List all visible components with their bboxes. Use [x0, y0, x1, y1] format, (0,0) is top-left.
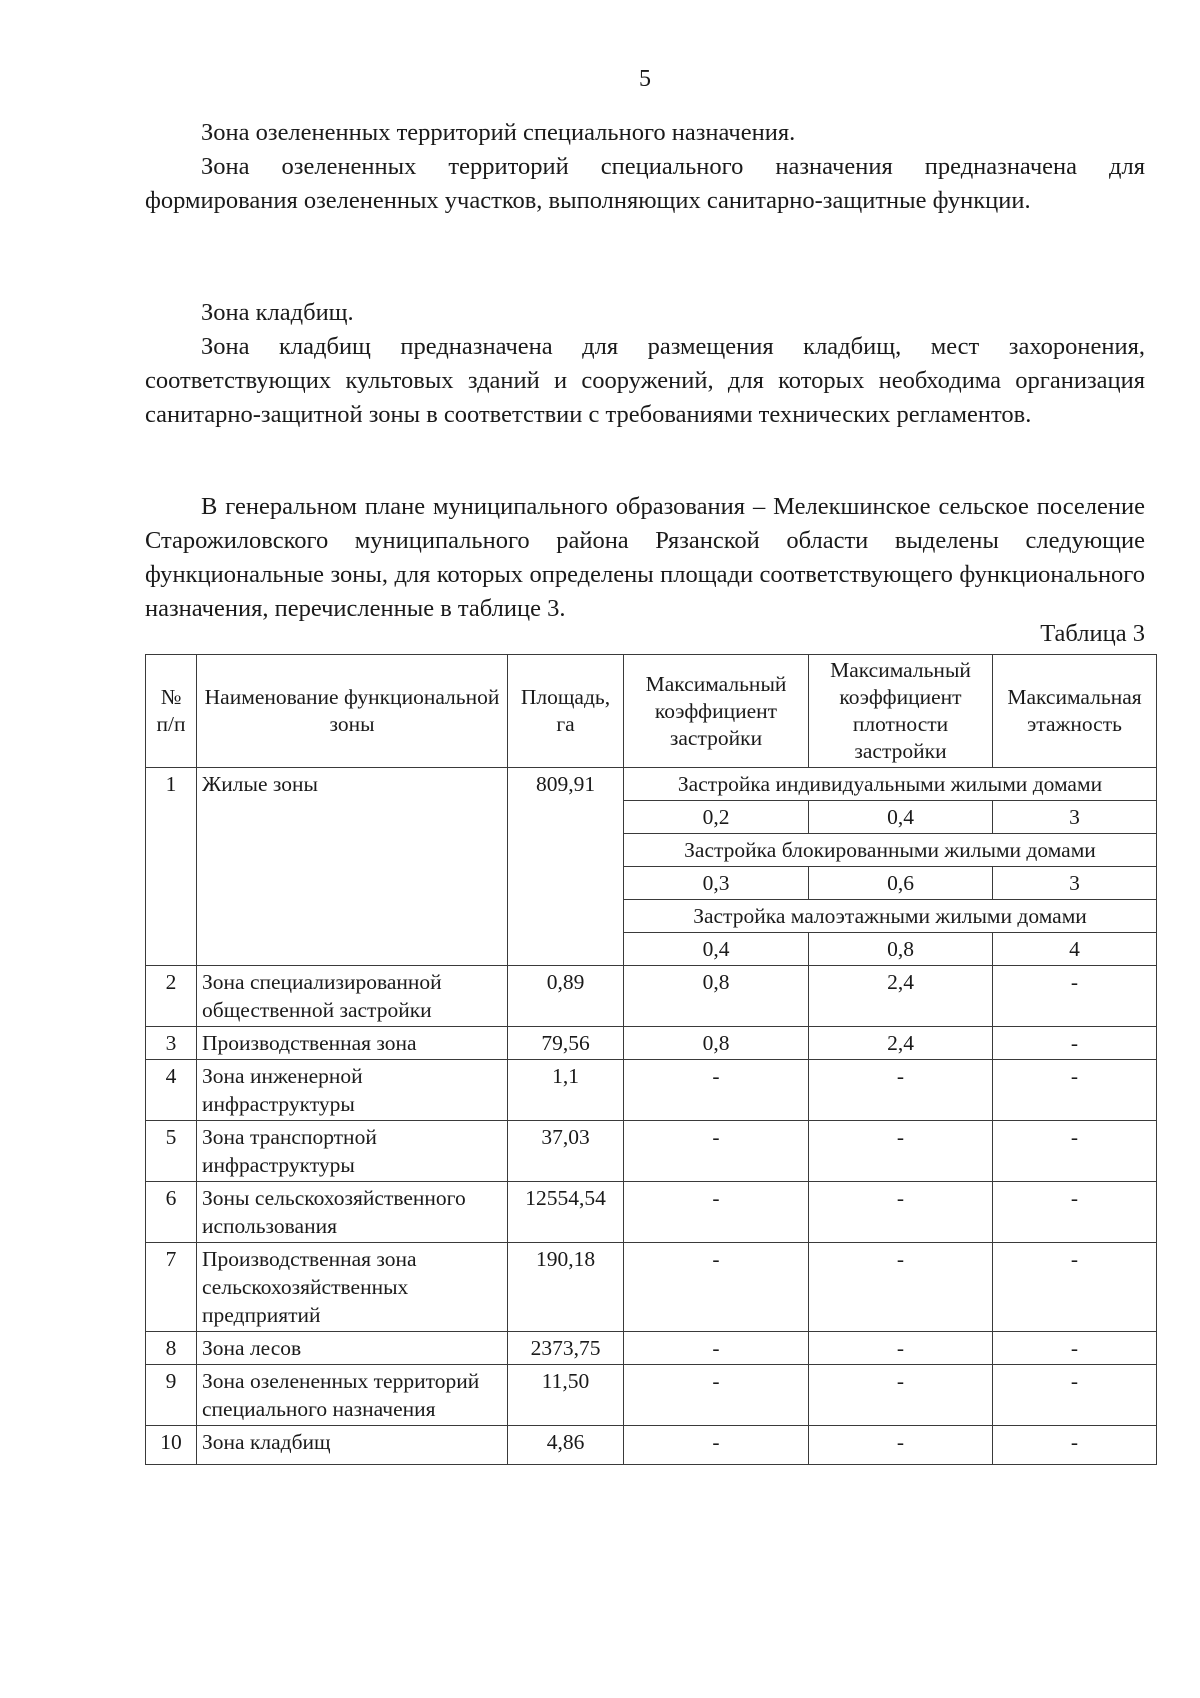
cell-num: 8 [146, 1332, 197, 1365]
cell-name: Зона транспортной инфраструктуры [197, 1121, 508, 1182]
cell-name: Жилые зоны [197, 768, 508, 966]
cell-floors: - [993, 1365, 1157, 1426]
heading-cemetery-zone: Зона кладбищ. [201, 299, 354, 326]
cell-coef: - [624, 1182, 809, 1243]
cell-num: 2 [146, 966, 197, 1027]
table-row [146, 1426, 1157, 1465]
cell-area: 79,56 [508, 1027, 624, 1060]
table-row [146, 1182, 1157, 1243]
cell-name: Зона озелененных территорий специального назначения [197, 1365, 508, 1426]
table-row [146, 1365, 1157, 1426]
cell-num: 5 [146, 1121, 197, 1182]
zones-table [145, 654, 1157, 1465]
subheader-lowrise: Застройка малоэтажными жилыми домами [624, 900, 1157, 933]
table-row [146, 1332, 1157, 1365]
subheader-blocked: Застройка блокированными жилыми домами [624, 834, 1157, 867]
cell-area: 4,86 [508, 1426, 624, 1465]
cell-name: Производственная зона [197, 1027, 508, 1060]
cell-density: - [809, 1365, 993, 1426]
cell-coef: - [624, 1121, 809, 1182]
cell-coef: - [624, 1060, 809, 1121]
cell-num: 10 [146, 1426, 197, 1465]
cell-density: 0,6 [809, 867, 993, 900]
cell-coef: - [624, 1243, 809, 1332]
cell-floors: - [993, 1332, 1157, 1365]
cell-area: 37,03 [508, 1121, 624, 1182]
cell-num: 7 [146, 1243, 197, 1332]
cell-coef: - [624, 1332, 809, 1365]
cell-num: 9 [146, 1365, 197, 1426]
cell-area: 11,50 [508, 1365, 624, 1426]
cell-area: 190,18 [508, 1243, 624, 1332]
cell-density: 2,4 [809, 966, 993, 1027]
section-green-zones [145, 116, 1145, 218]
cell-floors: 3 [993, 867, 1157, 900]
table-row [146, 1243, 1157, 1332]
cell-density: - [809, 1060, 993, 1121]
cell-coef: 0,8 [624, 966, 809, 1027]
cell-floors: - [993, 1182, 1157, 1243]
table-caption: Таблица 3 [1040, 620, 1145, 647]
cell-name: Производственная зона сельскохозяйственных предприятий [197, 1243, 508, 1332]
cell-area: 12554,54 [508, 1182, 624, 1243]
header-density: Максимальный коэффициент плотности застройки [809, 655, 993, 768]
header-num: № п/п [146, 655, 197, 768]
section-general-plan [145, 490, 1145, 626]
cell-area: 0,89 [508, 966, 624, 1027]
cell-coef: 0,3 [624, 867, 809, 900]
cell-floors: 3 [993, 801, 1157, 834]
cell-density: 2,4 [809, 1027, 993, 1060]
cell-name: Зона лесов [197, 1332, 508, 1365]
cell-num: 1 [146, 768, 197, 966]
cell-floors: - [993, 1426, 1157, 1465]
page-number: 5 [639, 66, 651, 92]
cell-density: 0,8 [809, 933, 993, 966]
cell-floors: - [993, 1243, 1157, 1332]
paragraph-green-zone: Зона озелененных территорий специального назначения предназначена для формирования озелененных участков, выполняющих санитарно-защитные функции. [145, 153, 1145, 214]
table-row [146, 1027, 1157, 1060]
table-row [146, 966, 1157, 1027]
cell-name: Зона кладбищ [197, 1426, 508, 1465]
header-coef: Максимальный коэффициент застройки [624, 655, 809, 768]
cell-coef: 0,2 [624, 801, 809, 834]
header-name: Наименование функциональной зоны [197, 655, 508, 768]
cell-num: 6 [146, 1182, 197, 1243]
cell-floors: - [993, 1121, 1157, 1182]
header-area: Площадь, га [508, 655, 624, 768]
cell-num: 3 [146, 1027, 197, 1060]
cell-floors: - [993, 966, 1157, 1027]
table-header-row [146, 655, 1157, 768]
cell-name: Зона специализированной общественной застройки [197, 966, 508, 1027]
section-cemetery [145, 296, 1145, 432]
cell-num: 4 [146, 1060, 197, 1121]
cell-density: - [809, 1426, 993, 1465]
cell-coef: - [624, 1365, 809, 1426]
paragraph-cemetery-zone: Зона кладбищ предназначена для размещения кладбищ, мест захоронения, соответствующих культовых зданий и сооружений, для которых необходима организация санитарно-защитной зоны в соответствии с требованиями технических регламентов. [145, 333, 1145, 428]
cell-density: - [809, 1332, 993, 1365]
cell-coef: 0,4 [624, 933, 809, 966]
cell-density: 0,4 [809, 801, 993, 834]
table-row [146, 1060, 1157, 1121]
cell-density: - [809, 1243, 993, 1332]
table-row [146, 768, 1157, 801]
cell-density: - [809, 1182, 993, 1243]
subheader-individual: Застройка индивидуальными жилыми домами [624, 768, 1157, 801]
header-floors: Максимальная этажность [993, 655, 1157, 768]
cell-floors: - [993, 1027, 1157, 1060]
table-row [146, 1121, 1157, 1182]
cell-coef: - [624, 1426, 809, 1465]
cell-name: Зоны сельскохозяйственного использования [197, 1182, 508, 1243]
heading-green-zone: Зона озелененных территорий специального назначения. [201, 119, 796, 146]
cell-area: 2373,75 [508, 1332, 624, 1365]
cell-floors: 4 [993, 933, 1157, 966]
cell-name: Зона инженерной инфраструктуры [197, 1060, 508, 1121]
cell-density: - [809, 1121, 993, 1182]
cell-area: 809,91 [508, 768, 624, 966]
paragraph-general-plan: В генеральном плане муниципального образования – Мелекшинское сельское поселение Старожиловского муниципального района Рязанской области выделены следующие функциональные зоны, для которых определены площади соответствующего функционального назначения, перечисленные в таблице 3. [145, 493, 1145, 622]
cell-floors: - [993, 1060, 1157, 1121]
cell-coef: 0,8 [624, 1027, 809, 1060]
cell-area: 1,1 [508, 1060, 624, 1121]
